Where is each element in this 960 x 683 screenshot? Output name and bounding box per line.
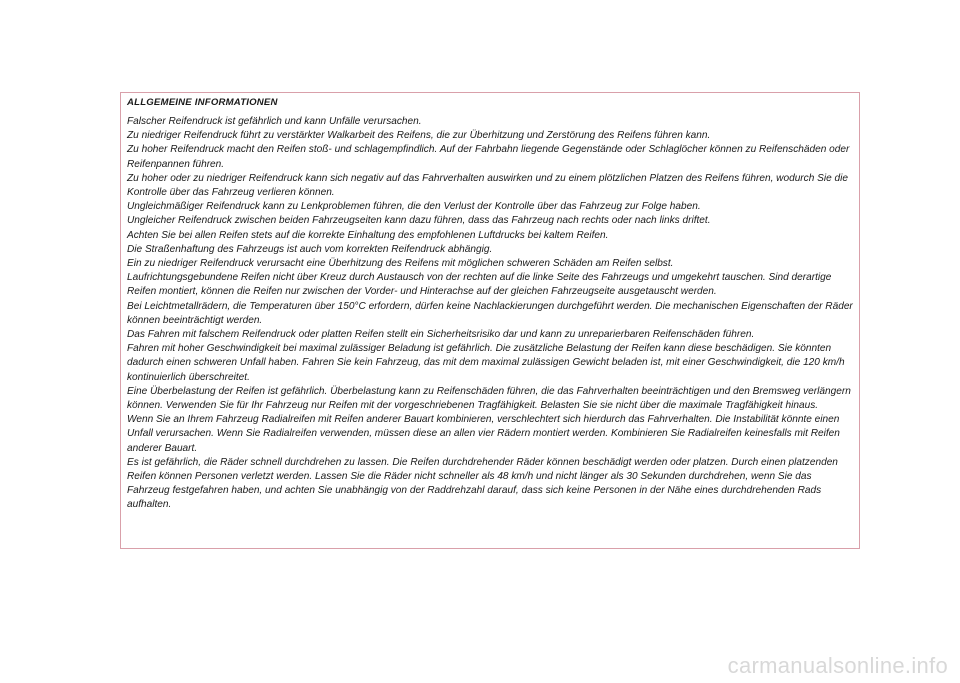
notice-paragraph: Eine Überbelastung der Reifen ist gefährlich. Überbelastung kann zu Reifenschäden führen, die das Fahrverhalten beeinträchtigen und den Bremsweg verlängern können. Verwenden Sie für Ihr Fahrzeug nur Reifen mit der vorgeschriebenen Tragfähigkeit. Belasten Sie sie nicht über die maximale Tragfähigkeit hinaus. bbox=[127, 385, 851, 412]
notice-title: ALLGEMEINE INFORMATIONEN bbox=[127, 97, 278, 108]
notice-paragraph: Die Straßenhaftung des Fahrzeugs ist auch vom korrekten Reifendruck abhängig. bbox=[127, 243, 493, 255]
notice-paragraph: Laufrichtungsgebundene Reifen nicht über Kreuz durch Austausch von der rechten auf die linke Seite des Fahrzeugs und umgekehrt tauschen. Sind derartige Reifen montiert, können die Reifen nur zwischen der Vorder- und Hinterachse auf der gleichen Fahrzeugseite ausgetauscht werden. bbox=[127, 272, 832, 298]
notice-paragraph: Falscher Reifendruck ist gefährlich und kann Unfälle verursachen. bbox=[127, 116, 422, 127]
notice-paragraph: Fahren mit hoher Geschwindigkeit bei maximal zulässiger Beladung ist gefährlich. Die zusätzliche Belastung der Reifen kann diese beschädigen. Sie könnten dadurch einen schweren Unfall haben. Fahren Sie kein Fahrzeug, das mit dem maximal zulässigen Gewicht beladen ist, mit einer Geschwindigkeit, die 120 km/h kontinuierlich überschreitet. bbox=[127, 343, 845, 383]
notice-paragraph: Wenn Sie an Ihrem Fahrzeug Radialreifen mit Reifen anderer Bauart kombinieren, verschlechtert sich hierdurch das Fahrverhalten. Die Instabilität könnte einen Unfall verursachen. Wenn Sie Radialreifen verwenden, müssen diese an allen vier Rädern montiert werden. Kombinieren Sie Radialreifen keinesfalls mit Reifen anderer Bauart. bbox=[127, 414, 840, 454]
notice-paragraph: Ungleicher Reifendruck zwischen beiden Fahrzeugseiten kann dazu führen, dass das Fahrzeug nach rechts oder nach links driftet. bbox=[127, 215, 711, 227]
notice-body bbox=[127, 115, 853, 513]
notice-paragraph: Zu niedriger Reifendruck führt zu verstärkter Walkarbeit des Reifens, die zur Überhitzung und Zerstörung des Reifens führen kann. bbox=[127, 130, 711, 142]
notice-paragraph: Das Fahren mit falschem Reifendruck oder platten Reifen stellt ein Sicherheitsrisiko dar und kann zu unreparierbaren Reifenschäden führen. bbox=[127, 329, 755, 341]
notice-paragraph: Achten Sie bei allen Reifen stets auf die korrekte Einhaltung des empfohlenen Luftdrucks bei kaltem Reifen. bbox=[127, 229, 609, 241]
general-information-box bbox=[120, 92, 860, 549]
notice-paragraph: Bei Leichtmetallrädern, die Temperaturen über 150°C erfordern, dürfen keine Nachlackierungen durchgeführt werden. Die mechanischen Eigenschaften der Räder können beeinträchtigt werden. bbox=[127, 300, 853, 326]
notice-paragraph: Zu hoher Reifendruck macht den Reifen stoß- und schlagempfindlich. Auf der Fahrbahn liegende Gegenstände oder Schlaglöcher können zu Reifenschäden oder Reifenpannen führen. bbox=[127, 144, 850, 170]
watermark: carmanualsonline.info bbox=[727, 653, 948, 678]
notice-paragraph: Ungleichmäßiger Reifendruck kann zu Lenkproblemen führen, die den Verlust der Kontrolle über das Fahrzeug zur Folge haben. bbox=[127, 201, 701, 213]
notice-paragraph: Zu hoher oder zu niedriger Reifendruck kann sich negativ auf das Fahrverhalten auswirken und zu einem plötzlichen Platzen des Reifens führen, wodurch Sie die Kontrolle über das Fahrzeug verlieren können. bbox=[127, 172, 848, 199]
notice-paragraph: Ein zu niedriger Reifendruck verursacht eine Überhitzung des Reifens mit möglichen schweren Schäden am Reifen selbst. bbox=[127, 258, 674, 270]
notice-paragraph: Es ist gefährlich, die Räder schnell durchdrehen zu lassen. Die Reifen durchdrehender Räder können beschädigt werden oder platzen. Durch einen platzenden Reifen können Personen verletzt werden. Lassen Sie die Räder nicht schneller als 48 km/h und nicht länger als 30 Sekunden durchdrehen, wenn Sie das Fahrzeug festgefahren haben, und achten Sie unabhängig von der Raddrehzahl darauf, dass sich keine Personen in der Nähe eines durchdrehenden Rads aufhalten. bbox=[127, 456, 838, 511]
